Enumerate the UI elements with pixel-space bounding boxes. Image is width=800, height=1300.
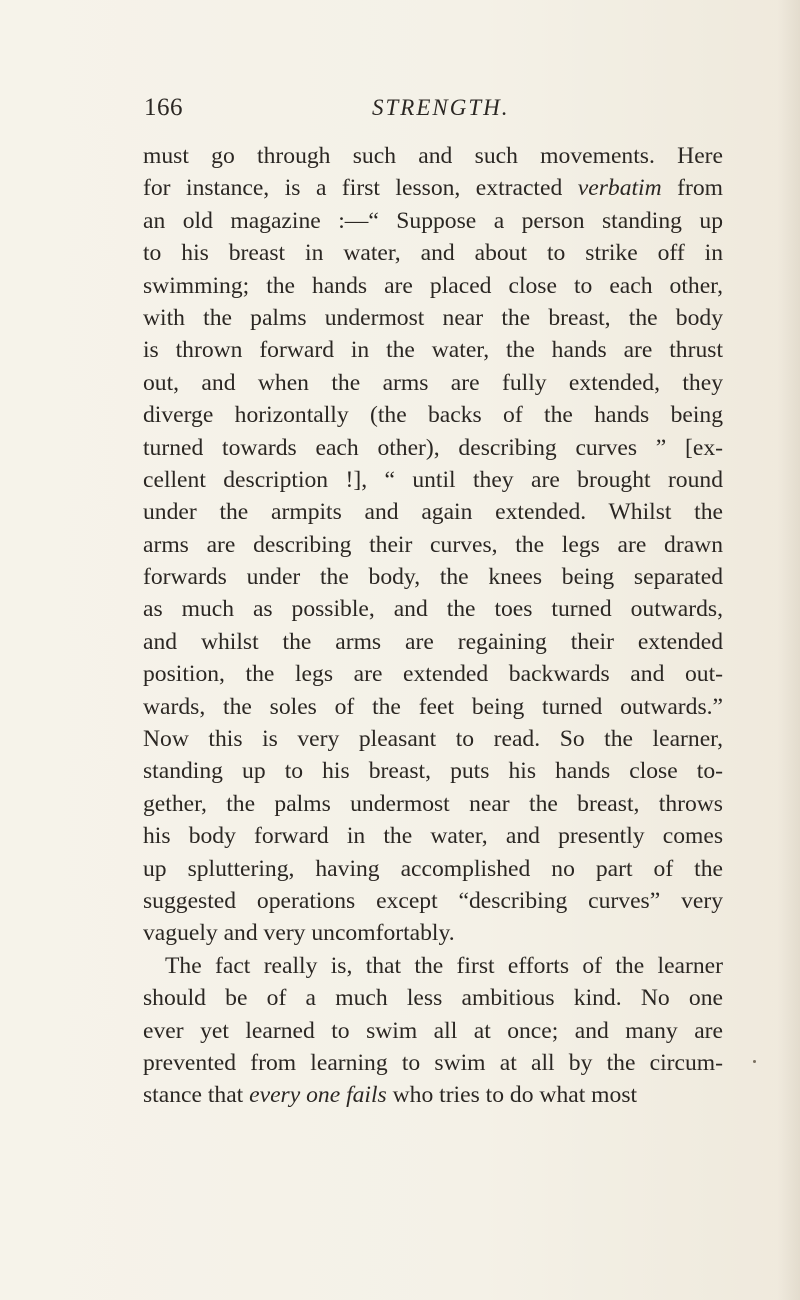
text-segment: under the armpits and again extended. Whilst the: [143, 499, 723, 526]
italic-segment: every one fails: [249, 1082, 387, 1109]
text-segment: prevented from learning to swim at all by the circum-: [143, 1049, 723, 1076]
text-segment: vaguely and very uncomfortably.: [143, 920, 455, 947]
text-segment: should be of a much less ambitious kind. No one: [143, 985, 723, 1012]
text-segment: out, and when the arms are fully extended, they: [143, 369, 723, 396]
text-segment: ever yet learned to swim all at once; and many are: [143, 1017, 723, 1044]
text-line: [143, 367, 723, 399]
text-segment: who tries to do what most: [386, 1082, 638, 1109]
text-line: [143, 334, 723, 366]
text-segment: The fact really is, that the first efforts of the learner: [165, 952, 723, 979]
text-segment: from: [661, 175, 724, 202]
text-line: [143, 1079, 723, 1111]
text-segment: must go through such and such movements. Here: [143, 143, 723, 169]
text-line: [143, 432, 723, 464]
text-line: [143, 982, 723, 1014]
text-segment: cellent description !], “ until they are brought round: [143, 466, 723, 493]
text-line: [143, 1015, 723, 1047]
text-segment: as much as possible, and the toes turned outwards,: [143, 596, 723, 623]
text-line: [143, 464, 723, 496]
italic-segment: verbatim: [577, 175, 662, 202]
text-segment: Now this is very pleasant to read. So the learner,: [143, 726, 723, 753]
text-segment: turned towards each other), describing curves ” [ex-: [143, 434, 723, 461]
text-line: [143, 593, 723, 625]
text-segment: forwards under the body, the knees being separated: [143, 564, 723, 591]
text-line: [143, 496, 723, 528]
text-segment: is thrown forward in the water, the hands are thrust: [143, 337, 723, 364]
text-segment: to his breast in water, and about to strike off in: [143, 240, 723, 267]
running-head: STRENGTH.: [372, 95, 510, 120]
text-segment: gether, the palms undermost near the breast, throws: [143, 790, 723, 817]
text-segment: position, the legs are extended backwards and out-: [143, 661, 723, 688]
text-segment: wards, the soles of the feet being turned outwards.”: [143, 693, 723, 720]
text-line: [143, 885, 723, 917]
page-edge-shadow: [778, 0, 800, 1300]
text-line: [143, 399, 723, 431]
text-segment: swimming; the hands are placed close to each other,: [143, 272, 723, 299]
text-segment: with the palms undermost near the breast, the body: [143, 304, 723, 331]
text-segment: his body forward in the water, and presently comes: [143, 823, 723, 850]
margin-speck: [753, 1060, 756, 1063]
text-segment: standing up to his breast, puts his hands close to-: [143, 758, 723, 785]
body-text: [143, 140, 723, 1112]
text-line: [143, 626, 723, 658]
page-number: 166: [144, 94, 183, 121]
text-line: [143, 237, 723, 269]
text-line: [143, 302, 723, 334]
text-line: [143, 853, 723, 885]
text-segment: stance that: [143, 1082, 250, 1109]
text-line: [143, 691, 723, 723]
text-segment: up spluttering, having accomplished no part of the: [143, 855, 723, 882]
text-line: [143, 950, 723, 982]
text-segment: for instance, is a first lesson, extracted: [143, 175, 578, 202]
text-segment: suggested operations except “describing curves” very: [143, 887, 723, 914]
text-segment: an old magazine :—“ Suppose a person standing up: [143, 207, 723, 234]
text-line: [143, 270, 723, 302]
text-line: [143, 917, 723, 949]
text-line: [143, 1047, 723, 1079]
text-line: [143, 723, 723, 755]
text-line: [143, 529, 723, 561]
text-segment: arms are describing their curves, the legs are drawn: [143, 531, 723, 558]
text-line: [143, 658, 723, 690]
text-segment: and whilst the arms are regaining their extended: [143, 628, 723, 655]
text-line: [143, 788, 723, 820]
text-segment: diverge horizontally (the backs of the hands being: [143, 402, 723, 429]
text-line: [143, 140, 723, 172]
page-header: [144, 94, 722, 128]
text-line: [143, 820, 723, 852]
text-line: [143, 205, 723, 237]
text-line: [143, 561, 723, 593]
text-line: [143, 172, 723, 204]
text-line: [143, 755, 723, 787]
